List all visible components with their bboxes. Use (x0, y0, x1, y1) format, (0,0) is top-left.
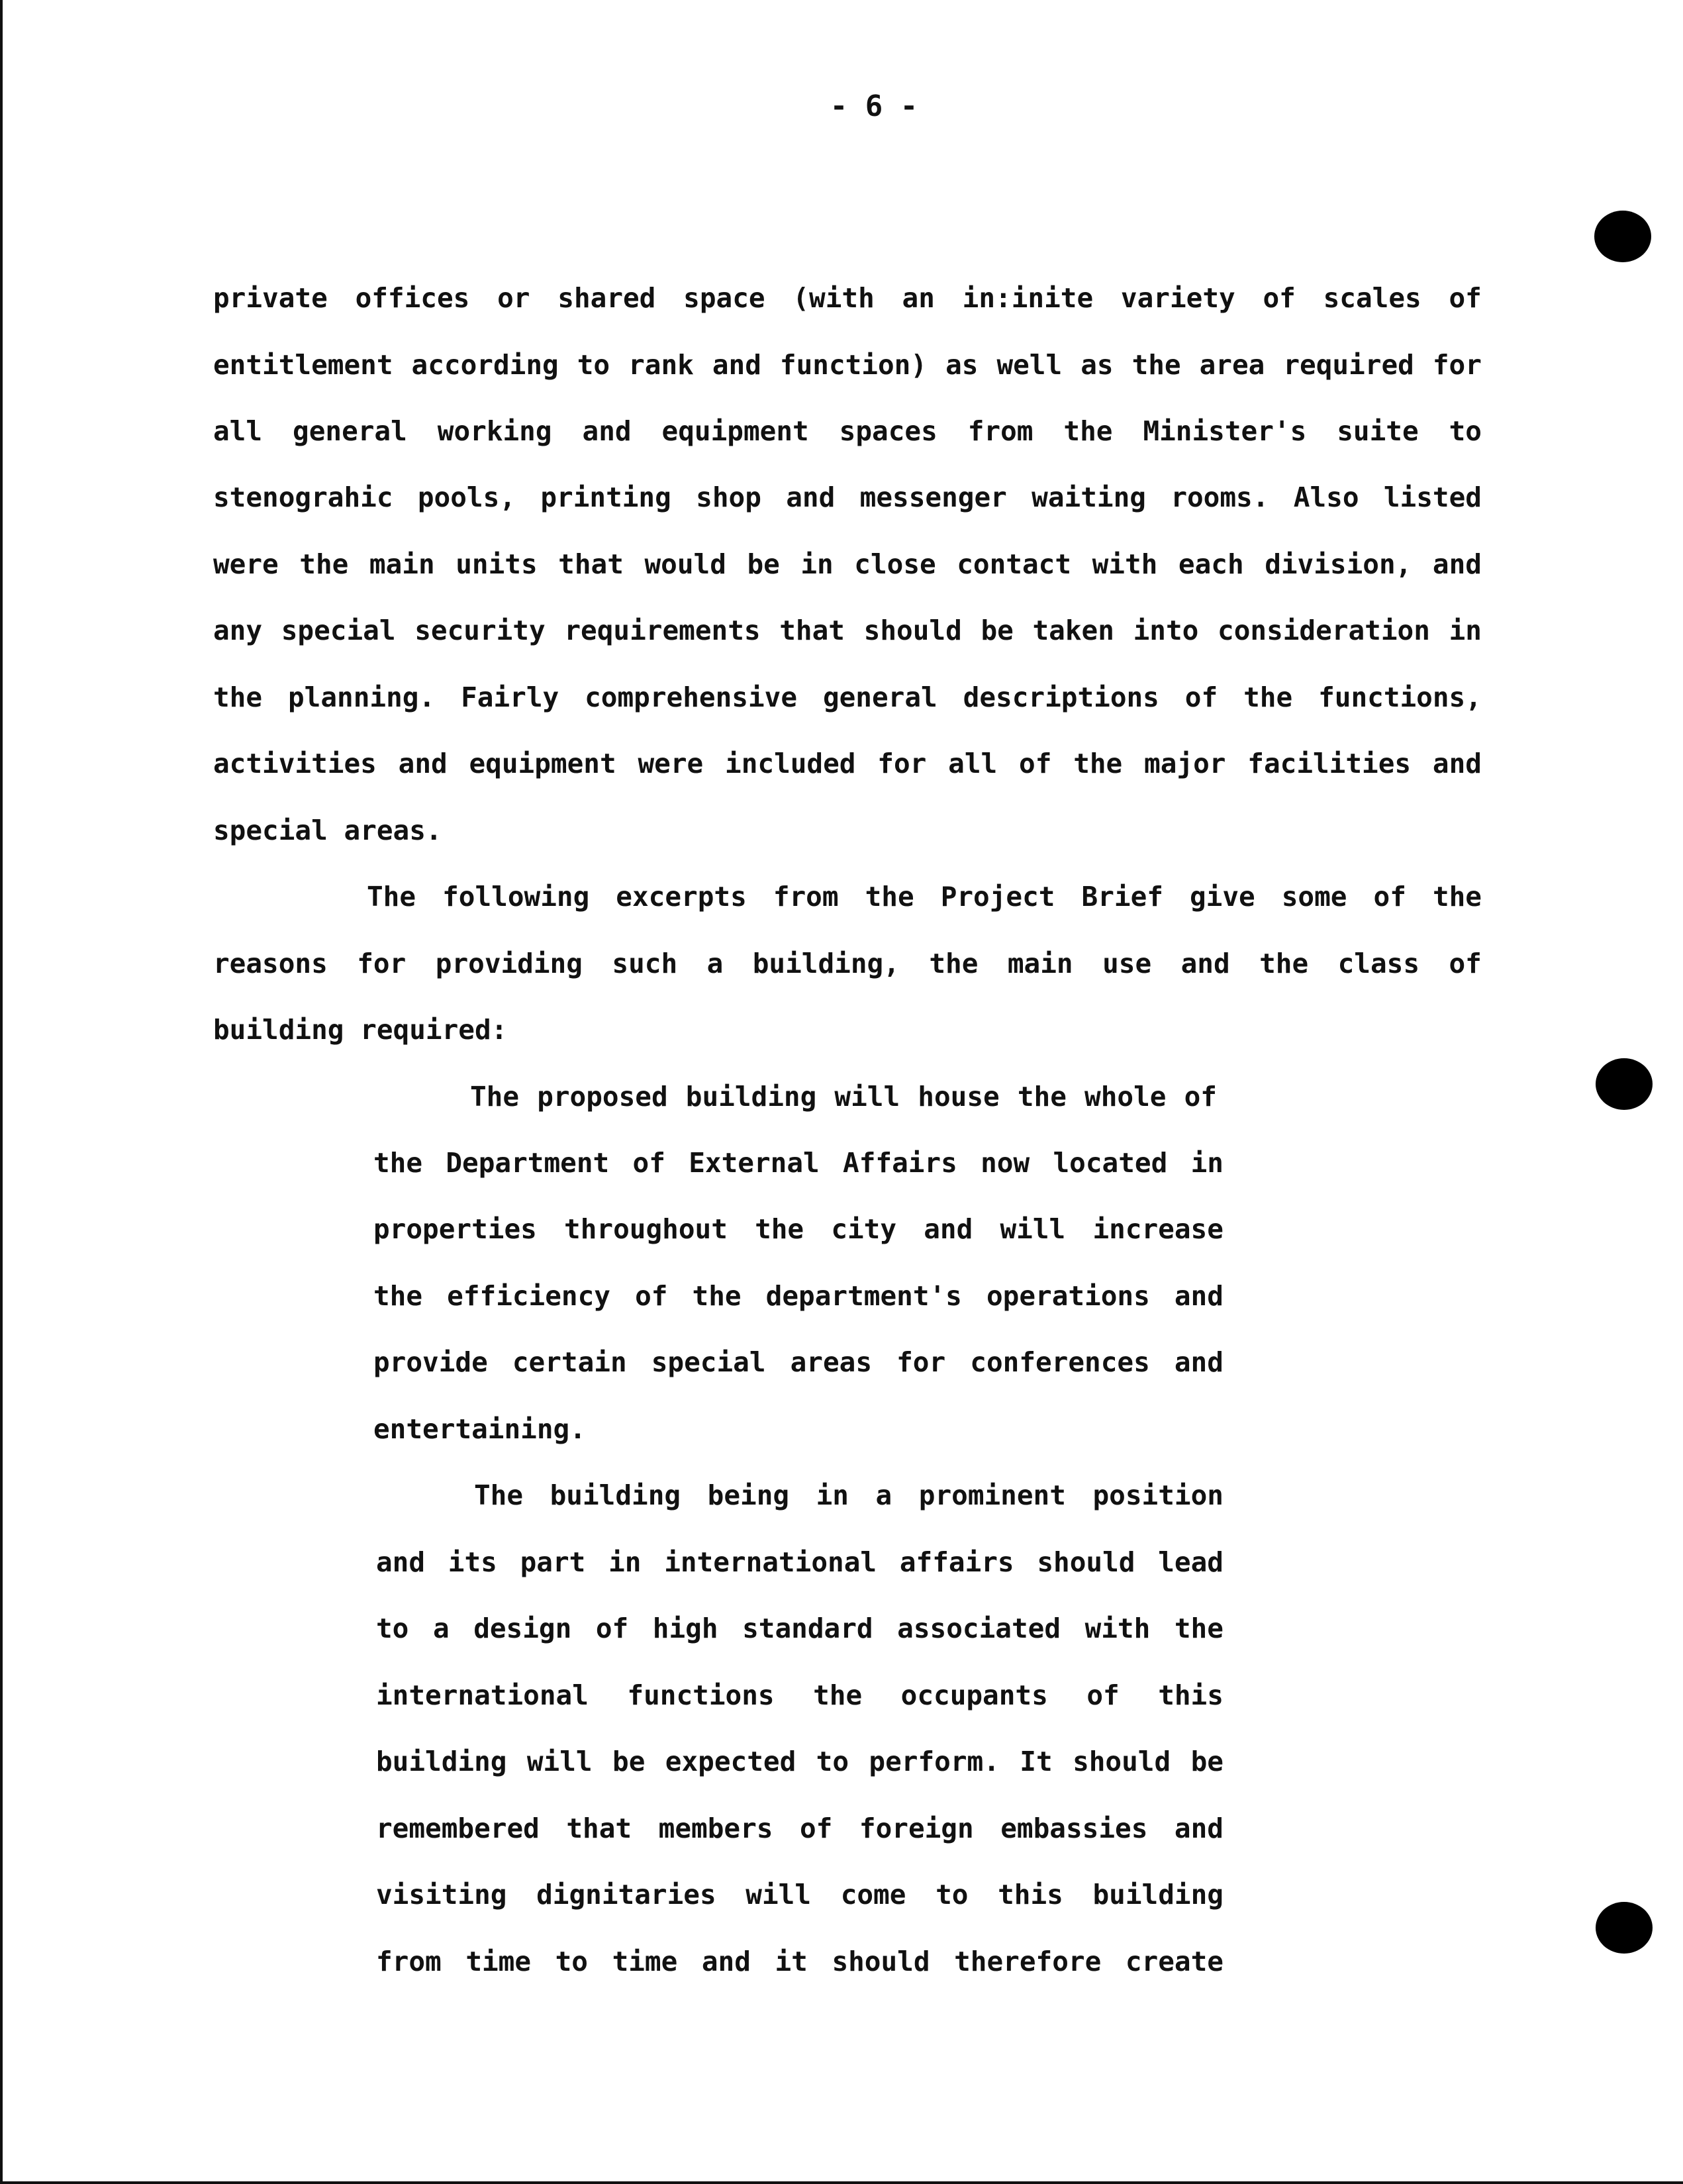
paragraph-1-line: entitlement according to rank and function) as well as the area required for (213, 349, 1482, 381)
page-edge-left (0, 0, 3, 2184)
paragraph-1-line: special areas. (213, 815, 442, 846)
quote-2-line: international functions the occupants of this (376, 1679, 1224, 1711)
paragraph-2-line: The following excerpts from the Project Brief give some of the (367, 881, 1482, 913)
quote-2-line: visiting dignitaries will come to this building (376, 1879, 1224, 1911)
page-number: - 6 - (830, 89, 918, 123)
paragraph-2-line: building required: (213, 1014, 508, 1046)
quote-1-line: entertaining. (373, 1413, 586, 1445)
quote-2-line: and its part in international affairs should lead (376, 1546, 1224, 1578)
page-edge-bottom (0, 2181, 1683, 2184)
paragraph-2-line: reasons for providing such a building, the main use and the class of (213, 948, 1482, 979)
quote-1-line: properties throughout the city and will increase (373, 1213, 1224, 1245)
quote-2-line: to a design of high standard associated with the (376, 1613, 1224, 1644)
paragraph-1-line: were the main units that would be in close contact with each division, and (213, 548, 1482, 580)
quote-2-line: from time to time and it should therefore create (376, 1946, 1224, 1977)
paragraph-1-line: the planning. Fairly comprehensive general descriptions of the functions, (213, 681, 1482, 713)
quote-2-line: remembered that members of foreign embassies and (376, 1812, 1224, 1844)
paragraph-1-line: any special security requirements that should be taken into consideration in (213, 615, 1482, 646)
paragraph-1-line: stenograhic pools, printing shop and messenger waiting rooms. Also listed (213, 481, 1482, 513)
binder-hole (1596, 1058, 1653, 1110)
binder-hole (1594, 211, 1651, 262)
quote-1-line: the Department of External Affairs now located in (373, 1147, 1224, 1179)
paragraph-1-line: activities and equipment were included for all of the major facilities and (213, 748, 1482, 779)
quote-1-line: provide certain special areas for conferences and (373, 1346, 1224, 1378)
binder-hole (1596, 1902, 1653, 1954)
quote-1-line: the efficiency of the department's operations and (373, 1280, 1224, 1312)
paragraph-1-line: private offices or shared space (with an in:inite variety of scales of (213, 282, 1482, 314)
quote-2-line: The building being in a prominent position (474, 1479, 1224, 1511)
paragraph-1-line: all general working and equipment spaces from the Minister's suite to (213, 415, 1482, 447)
quote-1-line: The proposed building will house the whole of (470, 1081, 1217, 1113)
quote-2-line: building will be expected to perform. It should be (376, 1746, 1224, 1777)
